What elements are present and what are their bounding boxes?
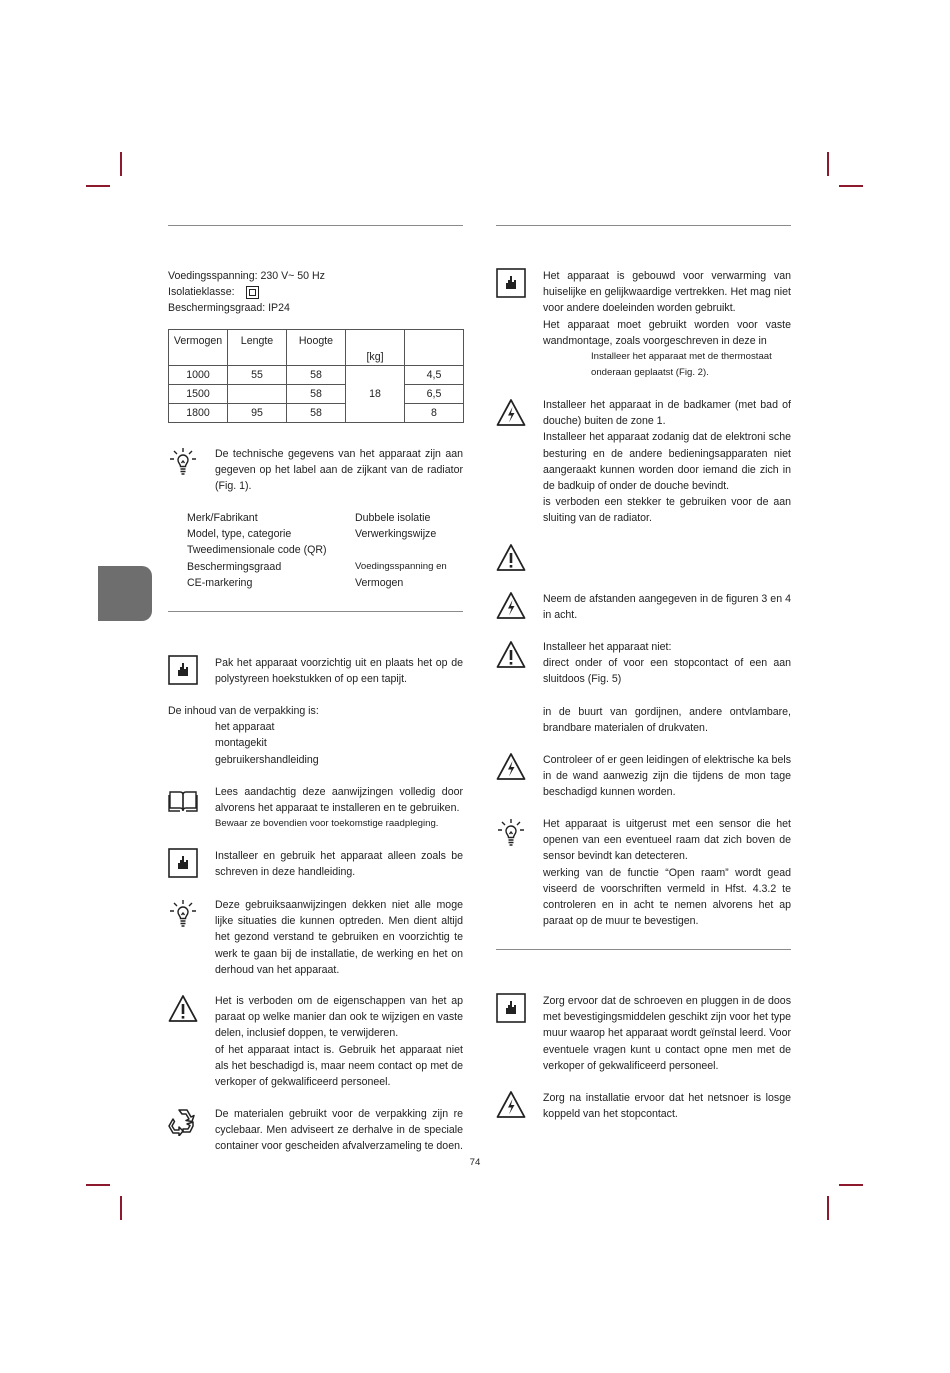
book-icon: [168, 786, 198, 816]
hand-icon: [496, 993, 526, 1023]
crop-mark: [86, 1184, 110, 1186]
crop-mark: [120, 1196, 122, 1220]
recycle-icon: [168, 1106, 198, 1136]
warning-icon: [496, 640, 526, 670]
table-row: [169, 385, 464, 404]
table-cell: [346, 404, 405, 423]
page-number: 74: [469, 1157, 481, 1168]
table-cell: 1800: [169, 404, 228, 423]
protection-spec: Beschermingsgraad: IP24: [168, 302, 290, 315]
lightbulb-icon: [168, 898, 198, 928]
bathroom-note: Installeer het apparaat in de badkamer (met bad of douche) buiten de zone 1. Installeer het apparaat zodanig dat de elektroni sche besturing en de andere bedieningsapparaten niet aangeraakt kunnen worden door iemand die zich in de badkuip of onder de douche bevindt. is verboden een stekker te gebruiken voor de aan sluiting van de radiator.: [543, 399, 791, 525]
table-cell: 4,5: [405, 366, 464, 385]
label-list: [187, 510, 463, 591]
warning-icon: [496, 543, 526, 573]
list-item: Tweedimensionale code (QR): [187, 544, 327, 557]
lightbulb-icon: [496, 817, 526, 847]
table-header-row: [169, 330, 464, 366]
crop-mark: [827, 152, 829, 176]
divider: [496, 949, 791, 950]
table-cell: [346, 366, 405, 385]
electric-hazard-icon: [496, 398, 526, 428]
crop-mark: [839, 1184, 863, 1186]
install-use-note: Installeer en gebruik het apparaat alleen zoals be schreven in deze handleiding.: [215, 850, 463, 879]
table-cell: 1500: [169, 385, 228, 404]
table-header: [405, 330, 464, 366]
spec-block: [168, 268, 463, 317]
table-cell: 58: [287, 404, 346, 423]
list-item: gebruikershandleiding: [215, 753, 319, 766]
table-header: Hoogte: [287, 330, 346, 366]
unpack-note: Pak het apparaat voorzichtig uit en plaats het op de polystyreen hoekstukken of op een tapijt.: [215, 657, 463, 686]
divider: [168, 611, 463, 612]
forbidden-note: Het is verboden om de eigenschappen van het ap paraat op welke manier dan ook te wijzigen en vaste delen, inclusief doppen, te verwijderen. of het apparaat intact is. Gebruik het apparaat niet als het beschadigd is, maar neem contact op met de verkoper of gekwalificeerd personeel.: [215, 995, 463, 1089]
cables-note: Controleer of er geen leidingen of elektrische ka bels in de wand aanwezig zijn die tijdens de mon tage beschadigd kunnen worden.: [543, 754, 791, 799]
electric-hazard-icon: [496, 1090, 526, 1120]
distances-note: Neem de afstanden aangegeven in de figuren 3 en 4 in acht.: [543, 593, 791, 622]
table-cell: 95: [228, 404, 287, 423]
table-cell: 58: [287, 366, 346, 385]
situations-note: Deze gebruiksaanwijzingen dekken niet alle moge lijke situaties die kunnen optreden. Men dient altijd het gezond verstand te gebruiken en voorzichtig te werk te gaan bij de installatie, de werking en het on derhoud van het apparaat.: [215, 899, 463, 976]
hand-icon: [168, 848, 198, 878]
list-item: Beschermingsgraad Voedingsspanning en: [187, 560, 447, 573]
table-cell: 8: [405, 404, 464, 423]
table-cell: 1000: [169, 366, 228, 385]
list-item: Model, type, categorie Verwerkingswijze: [187, 528, 437, 541]
lightbulb-icon: [168, 446, 198, 476]
crop-mark: [120, 152, 122, 176]
table-row: [169, 366, 464, 385]
read-note: Lees aandachtig deze aanwijzingen volledig door alvorens het apparaat te installeren en te gebruiken. Bewaar ze bovendien voor toekomstige raadpleging.: [215, 786, 463, 830]
table-row: [169, 404, 464, 423]
table-cell: 58: [287, 385, 346, 404]
purpose-note: Het apparaat is gebouwd voor verwarming van huiselijke en gelijkwaardige vertrekken. Het mag niet voor andere doeleinden worden gebruikt. Het apparaat moet gebruikt worden voor vaste wandmontage, zoals voorgeschreven in deze in Installeer het apparaat met de thermostaat onderaan geplaatst (Fig. 2).: [543, 270, 791, 379]
section-tab: [98, 566, 152, 621]
package-contents: [168, 703, 463, 768]
divider: [168, 225, 463, 226]
table-cell: [228, 385, 287, 404]
contents-title: De inhoud van de verpakking is:: [168, 705, 319, 717]
crop-mark: [86, 185, 110, 187]
crop-mark: [827, 1196, 829, 1220]
table-cell: 6,5: [405, 385, 464, 404]
table-header: [kg]: [346, 330, 405, 366]
sensor-note: Het apparaat is uitgerust met een sensor die het openen van een eventueel raam dat zich boven de sensor bevindt kan detecteren. werking van de functie “Open raam” wordt gead viseerd de voorschriften vermeld in Hfst. 4.3.2 te controleren en in acht te nemen alvorens het ap paraat op de muur te bevestigen.: [543, 818, 791, 928]
double-insulation-icon: [246, 286, 259, 299]
list-item: het apparaat: [215, 721, 275, 734]
screws-note: Zorg ervoor dat de schroeven en pluggen in de doos met bevestigingsmiddelen geschikt zijn voor het type muur waarop het apparaat wordt geïnstal leerd. Voor eventuele vragen kunt u contact opne men met de verkoper of gekwalificeerd personeel.: [543, 995, 791, 1072]
voltage-spec: Voedingsspanning: 230 V~ 50 Hz: [168, 270, 325, 282]
crop-mark: [839, 185, 863, 187]
tech-note: De technische gegevens van het apparaat zijn aan gegeven op het label aan de zijkant van de radiator (Fig. 1).: [215, 448, 463, 493]
spec-table: [168, 329, 464, 423]
table-cell: 55: [228, 366, 287, 385]
not-install-note: Installeer het apparaat niet: direct onder of voor een stopcontact of een aan sluitdoos (Fig. 5) in de buurt van gordijnen, andere ontvlambare, brandbare materialen of drukvaten.: [543, 641, 791, 734]
divider: [496, 225, 791, 226]
list-item: montagekit: [215, 737, 267, 750]
warning-icon: [168, 994, 198, 1024]
hand-icon: [496, 268, 526, 298]
table-header: Vermogen: [169, 330, 228, 366]
disconnect-note: Zorg na installatie ervoor dat het netsnoer is losge koppeld van het stopcontact.: [543, 1092, 791, 1121]
list-item: CE-markering Vermogen: [187, 576, 404, 589]
hand-icon: [168, 655, 198, 685]
list-item: Merk/Fabrikant Dubbele isolatie: [187, 512, 431, 524]
recycle-note: De materialen gebruikt voor de verpakking zijn re cyclebaar. Men adviseert ze derhalve in de speciale container voor gescheiden afvalverzameling te doen.: [215, 1108, 463, 1153]
table-cell: 18: [346, 385, 405, 404]
electric-hazard-icon: [496, 591, 526, 621]
electric-hazard-icon: [496, 752, 526, 782]
table-header: Lengte: [228, 330, 287, 366]
insulation-spec: Isolatieklasse:: [168, 284, 463, 300]
